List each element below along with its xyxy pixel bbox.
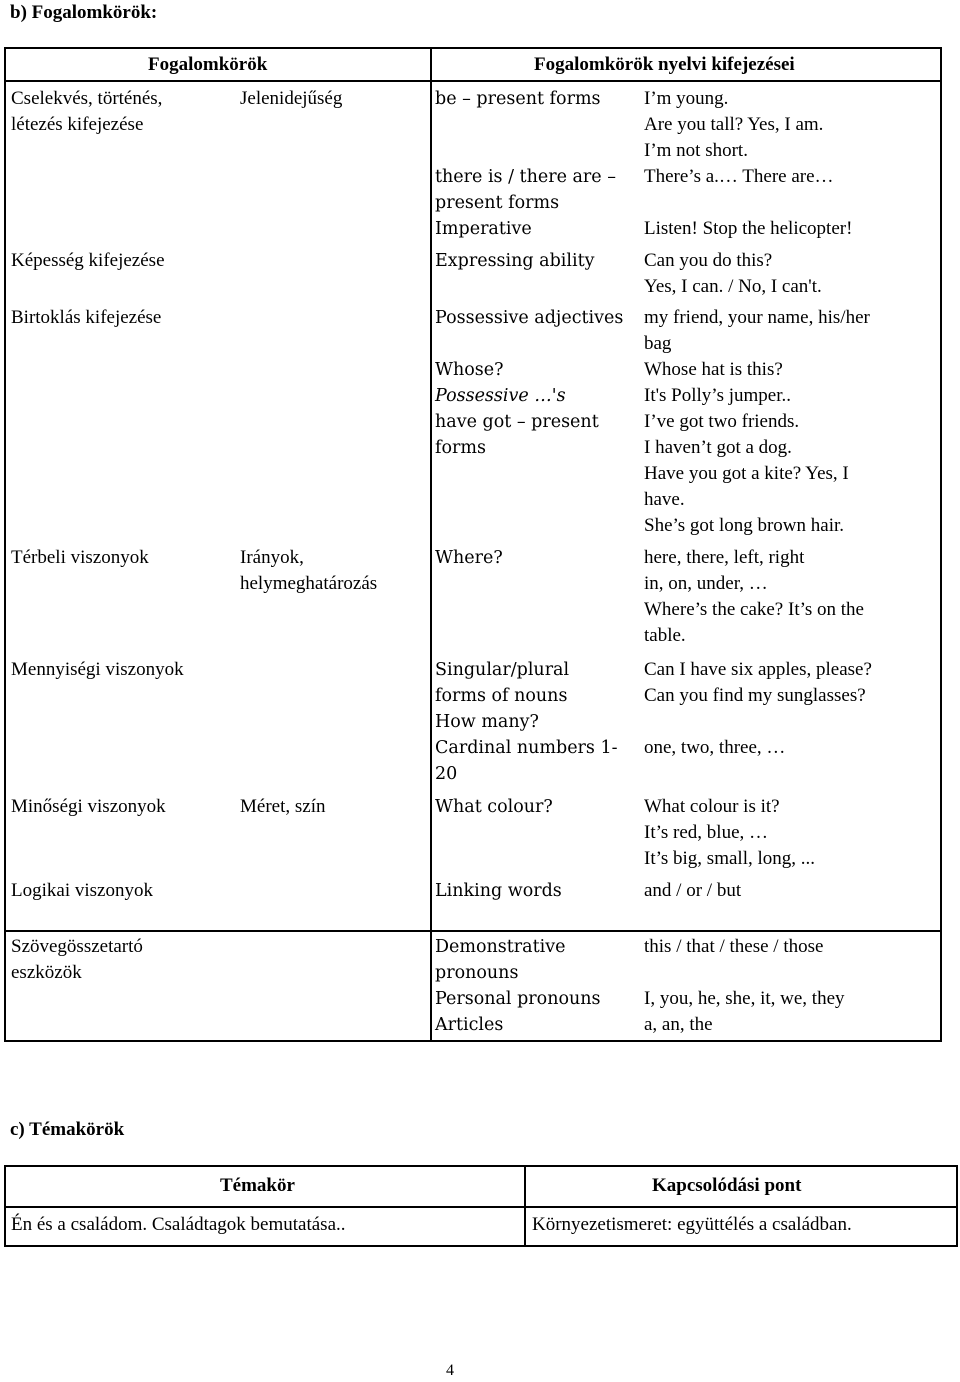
row-cselekves-nyelvi-forma-cell bbox=[435, 86, 616, 242]
cell-line bbox=[644, 190, 852, 216]
cell-line: Can you do this? bbox=[644, 250, 773, 271]
cell-line: forms bbox=[435, 438, 486, 458]
cell-line: here, there, left, right bbox=[644, 547, 805, 568]
row-cselekves-fogalomkor-cell bbox=[11, 86, 162, 138]
cell-line: I’m young. bbox=[644, 88, 729, 109]
row-cselekves-pelda-cell bbox=[644, 86, 852, 242]
cell-line: Linking words bbox=[435, 881, 562, 901]
cell-line: a, an, the bbox=[644, 1014, 713, 1035]
cell-line: Mennyiségi viszonyok bbox=[11, 659, 184, 680]
cell-line: eszközök bbox=[11, 962, 82, 983]
header-nyelvi-kifejezesei: Fogalomkörök nyelvi kifejezései bbox=[534, 54, 795, 75]
cell-line: Minőségi viszonyok bbox=[11, 796, 166, 817]
cell-line: Listen! Stop the helicopter! bbox=[644, 218, 853, 239]
row-mennyisegi-fogalomkor-cell bbox=[11, 657, 184, 683]
row-kepesseg-pelda-cell bbox=[644, 248, 822, 300]
cell-line: Birtoklás kifejezése bbox=[11, 307, 162, 328]
header-divider bbox=[6, 80, 940, 82]
cell-line bbox=[435, 112, 616, 138]
cell-line: Expressing ability bbox=[435, 251, 595, 271]
cell-line: What colour is it? bbox=[644, 796, 780, 817]
cell-line: there is / there are – bbox=[435, 167, 616, 187]
row-terbeli-alfogalom-cell bbox=[240, 545, 377, 597]
cell-line: Cardinal numbers 1- bbox=[435, 738, 618, 758]
cell-line: in, on, under, … bbox=[644, 573, 768, 594]
header-temakor: Témakör bbox=[220, 1175, 295, 1196]
row-minosegi-pelda-cell bbox=[644, 794, 815, 872]
cell-line: létezés kifejezése bbox=[11, 114, 144, 135]
cell-line: Where? bbox=[435, 548, 503, 568]
cell-line: I, you, he, she, it, we, they bbox=[644, 988, 845, 1009]
cell-line: Are you tall? Yes, I am. bbox=[644, 114, 824, 135]
column-divider bbox=[430, 49, 432, 1040]
cell-line: Can I have six apples, please? bbox=[644, 659, 872, 680]
cell-line: Possessive adjectives bbox=[435, 308, 624, 328]
cell-line: She’s got long brown hair. bbox=[644, 515, 845, 536]
row-birtoklas-nyelvi-forma-cell bbox=[435, 305, 623, 461]
cell-line: my friend, your name, his/her bbox=[644, 307, 870, 328]
cell-line: I’ve got two friends. bbox=[644, 411, 800, 432]
cell-line: Possessive …'s bbox=[435, 386, 566, 406]
cell-line: How many? bbox=[435, 712, 539, 732]
cell-line: Whose hat is this? bbox=[644, 359, 783, 380]
header-divider bbox=[6, 1206, 956, 1208]
cell-line bbox=[644, 709, 872, 735]
header-fogalomkorok: Fogalomkörök bbox=[148, 54, 268, 75]
row-mennyisegi-pelda-cell bbox=[644, 657, 872, 761]
row-cselekves-alfogalom-cell bbox=[240, 86, 342, 112]
cell-line: Demonstrative bbox=[435, 937, 566, 957]
row-terbeli-nyelvi-forma-cell bbox=[435, 545, 503, 571]
cell-line: one, two, three, … bbox=[644, 737, 786, 758]
section-c-heading: c) Témakörök bbox=[10, 1119, 125, 1140]
cell-line: have. bbox=[644, 489, 685, 510]
row-mennyisegi-nyelvi-forma-cell bbox=[435, 657, 618, 787]
cell-line: table. bbox=[644, 625, 686, 646]
cell-line: It’s red, blue, … bbox=[644, 822, 769, 843]
cell-line: Personal pronouns bbox=[435, 989, 601, 1009]
cell-line: Where’s the cake? It’s on the bbox=[644, 599, 864, 620]
row-birtoklas-pelda-cell bbox=[644, 305, 870, 539]
row-logikai-fogalomkor-cell bbox=[11, 878, 153, 904]
row-minosegi-nyelvi-forma-cell bbox=[435, 794, 553, 820]
cell-line: this / that / these / those bbox=[644, 936, 824, 957]
cell-line: bag bbox=[644, 333, 672, 354]
row-minosegi-fogalomkor-cell bbox=[11, 794, 166, 820]
cell-line: Whose? bbox=[435, 360, 504, 380]
cell-line bbox=[644, 960, 845, 986]
row-kepesseg-nyelvi-forma-cell bbox=[435, 248, 595, 274]
cell-line: Imperative bbox=[435, 219, 532, 239]
row-terbeli-fogalomkor-cell bbox=[11, 545, 149, 571]
row-terbeli-pelda-cell bbox=[644, 545, 864, 649]
cell-line: I’m not short. bbox=[644, 140, 748, 161]
cell-line: pronouns bbox=[435, 963, 519, 983]
cell-line: I haven’t got a dog. bbox=[644, 437, 792, 458]
cell-line: Térbeli viszonyok bbox=[11, 547, 149, 568]
cell-line: present forms bbox=[435, 193, 560, 213]
cell-line: have got – present bbox=[435, 412, 599, 432]
kapcsolodasi-pont-cell: Környezetismeret: együttélés a családban. bbox=[532, 1214, 852, 1235]
cell-line: Logikai viszonyok bbox=[11, 880, 153, 901]
cell-line: Képesség kifejezése bbox=[11, 250, 165, 271]
cell-line: It's Polly’s jumper.. bbox=[644, 385, 791, 406]
cell-line: Yes, I can. / No, I can't. bbox=[644, 276, 822, 297]
page-number: 4 bbox=[446, 1362, 454, 1379]
cell-line: Méret, szín bbox=[240, 796, 326, 817]
row-szovegosszetarto-pelda-cell bbox=[644, 934, 845, 1038]
cell-line: It’s big, small, long, ... bbox=[644, 848, 815, 869]
row-szovegosszetarto-nyelvi-forma-cell bbox=[435, 934, 601, 1038]
row-kepesseg-fogalomkor-cell bbox=[11, 248, 165, 274]
cell-line: be – present forms bbox=[435, 89, 601, 109]
section-b-heading: b) Fogalomkörök: bbox=[10, 2, 158, 23]
temakorok-table bbox=[4, 1165, 958, 1247]
row-logikai-nyelvi-forma-cell bbox=[435, 878, 562, 904]
cell-line: helymeghatározás bbox=[240, 573, 378, 594]
row-logikai-pelda-cell bbox=[644, 878, 741, 904]
row-divider bbox=[6, 930, 940, 932]
row-birtoklas-fogalomkor-cell bbox=[11, 305, 161, 331]
temakor-cell: Én és a családom. Családtagok bemutatása.. bbox=[11, 1214, 346, 1235]
cell-line bbox=[435, 331, 623, 357]
cell-line: Jelenidejűség bbox=[240, 88, 343, 109]
cell-line: Szövegösszetartó bbox=[11, 936, 143, 957]
header-kapcsolodasi-pont: Kapcsolódási pont bbox=[652, 1175, 802, 1196]
cell-line bbox=[435, 138, 616, 164]
row-szovegosszetarto-fogalomkor-cell bbox=[11, 934, 143, 986]
cell-line: Singular/plural bbox=[435, 660, 570, 680]
row-minosegi-alfogalom-cell bbox=[240, 794, 325, 820]
cell-line: 20 bbox=[435, 764, 458, 784]
fogalomkorok-table bbox=[4, 47, 942, 1042]
cell-line: forms of nouns bbox=[435, 686, 568, 706]
cell-line: Cselekvés, történés, bbox=[11, 88, 163, 109]
cell-line: Irányok, bbox=[240, 547, 304, 568]
cell-line: What colour? bbox=[435, 797, 553, 817]
cell-line: Can you find my sunglasses? bbox=[644, 685, 866, 706]
cell-line: Articles bbox=[435, 1015, 504, 1035]
cell-line: Have you got a kite? Yes, I bbox=[644, 463, 849, 484]
cell-line: There’s a.… There are… bbox=[644, 166, 834, 187]
cell-line: and / or / but bbox=[644, 880, 742, 901]
